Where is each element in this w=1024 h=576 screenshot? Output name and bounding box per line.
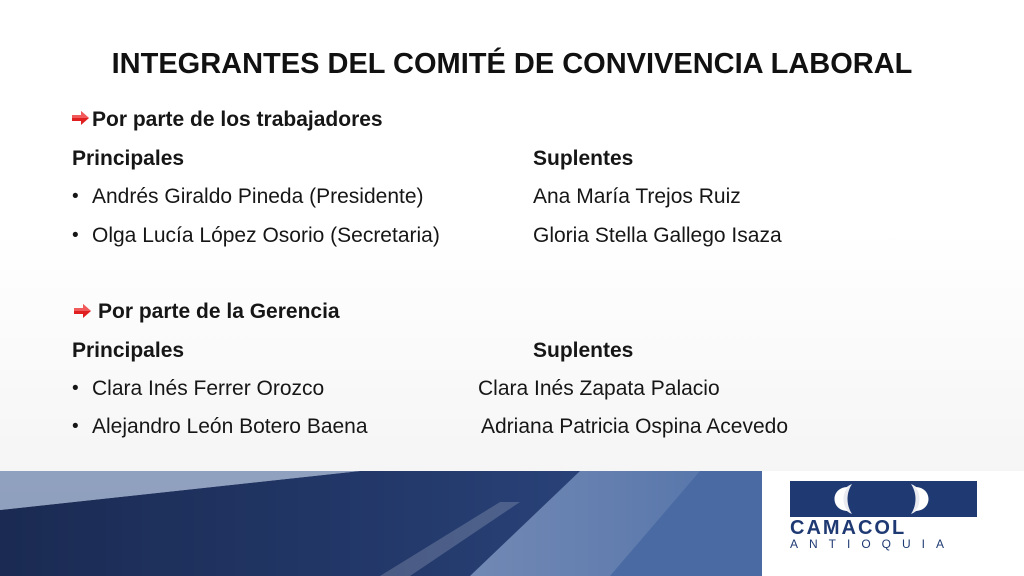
management-alternate-1: Clara Inés Zapata Palacio — [478, 377, 720, 400]
bullet-icon: • — [72, 186, 79, 207]
camacol-logo — [790, 481, 977, 517]
management-heading: Por parte de la Gerencia — [98, 300, 340, 323]
bullet-icon: • — [72, 416, 79, 437]
camacol-emblem-icon — [790, 481, 977, 517]
management-principal-1: Clara Inés Ferrer Orozco — [92, 377, 325, 400]
management-alternates-label: Suplentes — [533, 339, 634, 362]
management-principal-2: Alejandro León Botero Baena — [92, 415, 368, 438]
management-principals-label: Principales — [72, 339, 185, 362]
workers-principal-1: Andrés Giraldo Pineda (Presidente) — [92, 185, 424, 208]
slide-title: INTEGRANTES DEL COMITÉ DE CONVIVENCIA LABORAL — [111, 48, 913, 80]
logo-subtitle: ANTIOQUIA — [790, 537, 956, 551]
workers-principals-label: Principales — [72, 147, 185, 170]
bullet-icon: • — [72, 378, 79, 399]
workers-principal-2: Olga Lucía López Osorio (Secretaria) — [92, 224, 440, 247]
workers-alternate-2: Gloria Stella Gallego Isaza — [533, 224, 782, 247]
workers-heading: Por parte de los trabajadores — [92, 108, 383, 131]
bullet-icon: • — [72, 225, 79, 246]
logo-name: CAMACOL — [790, 517, 907, 539]
workers-alternate-1: Ana María Trejos Ruiz — [533, 185, 741, 208]
workers-alternates-label: Suplentes — [533, 147, 634, 170]
management-alternate-2: Adriana Patricia Ospina Acevedo — [481, 415, 789, 438]
